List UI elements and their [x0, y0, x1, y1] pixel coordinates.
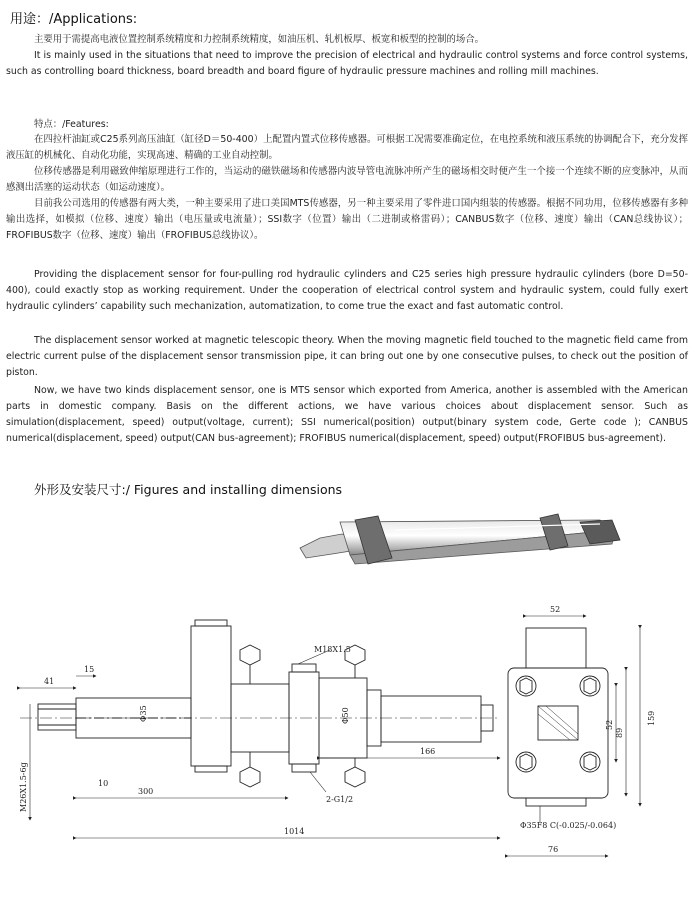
dim-1014: 1014: [284, 827, 305, 836]
dim-15: 15: [84, 665, 95, 674]
dim-m18: M18X1.5: [314, 645, 351, 654]
features-text-en-1: Providing the displacement sensor for four-pulling rod hydraulic cylinders and C25 series high pressure hydraulic cylinders (bore D=50-400), could exactly stop as working requirement. Under the cooperation of electrical control system and hydraulic system, could fully exert hydraulic cylinders’ capability such mechanization, automatization, to come true the exact and fast automatic control.: [6, 269, 688, 312]
features-text-cn-3: 目前我公司选用的传感器有两大类，一种主要采用了进口美国MTS传感器，另一种主要采用了零件进口国内组装的传感器。根据不同功用，位移传感器有多种输出选择，如模拟（位移、速度）输出（电压量或电流量）；SSI数字（位置）输出（二进制或格雷码）；CANBUS数字（位移、速度）输出（CAN总线协议）；FROFIBUS数字（位移、速度）输出（FROFIBUS总线协议）。: [6, 198, 688, 241]
dim-phi35: Φ35: [139, 705, 148, 722]
dim-166: 166: [420, 747, 436, 756]
cylinder-photo-icon: [300, 514, 620, 564]
applications-text-cn: 主要用于需提高电液位置控制系统精度和力控制系统精度，如油压机、轧机板厚、板宽和板型的控制的场合。: [34, 34, 485, 45]
figures-heading: 外形及安装尺寸:/ Figures and installing dimensions: [34, 482, 343, 497]
dim-m26: M26X1.5-6g: [19, 762, 28, 812]
dim-2-g1-2: 2-G1/2: [326, 795, 354, 804]
dim-10: 10: [98, 779, 109, 788]
dim-76: 76: [548, 845, 559, 854]
dim-41: 41: [44, 677, 55, 686]
applications-text-en: It is mainly used in the situations that need to improve the precision of electrical and hydraulic control systems and force control systems, such as controlling board thickness, board breadth and board figure of hydraulic pressure machines and rolling mill machines.: [6, 50, 688, 77]
features-text-en-2: The displacement sensor worked at magnetic telescopic theory. When the moving magnetic field touched to the magnetic field came from electric current pulse of the displacement sensor transmission pipe, it can bring out one by one consecutive pulses, to check out the position of piston.: [6, 335, 688, 378]
cylinder-drawing: [0, 500, 695, 900]
dim-159: 159: [647, 710, 656, 726]
features-text-cn-1: 在四拉杆油缸或C25系列高压油缸（缸径D＝50-400）上配置内置式位移传感器。可根据工况需要准确定位，在电控系统和液压系统的协调配合下，充分发挥液压缸的机械化、自动化功能，实现高速、精确的工业自动控制。: [6, 134, 688, 161]
features-text-en-3: Now, we have two kinds displacement sensor, one is MTS sensor which exported from America, another is assembled with the American parts in domestic company. Basis on the different actions, we have various choices about displacement sensor. Such as simulation(displacement, speed) output(voltage, current); SSI numerical(position) output(binary system code, Gerte code ); CANBUS numerical(displacement, speed) output(CAN bus-agreement); FROFIBUS numerical(displacement, speed) output(FROFIBUS bus-agreement).: [6, 385, 688, 444]
dim-300: 300: [138, 787, 154, 796]
dim-phi35f8: Φ35F8 C(-0.025/-0.064): [520, 821, 617, 830]
applications-heading: 用途：/Applications:: [10, 12, 138, 27]
features-text-cn-2: 位移传感器是利用磁致伸缩原理进行工作的，当运动的磁铁磁场和传感器内波导管电流脉冲所产生的磁场相交时便产生一个接一个连续不断的应变脉冲，从而感测出活塞的运动状态（如运动速度）。: [6, 166, 688, 193]
dim-89: 89: [615, 727, 624, 738]
dim-52-top: 52: [550, 605, 561, 614]
features-heading: 特点：/Features:: [34, 119, 109, 130]
dim-52-side: 52: [605, 719, 614, 730]
dim-phi50: Φ50: [341, 707, 350, 724]
